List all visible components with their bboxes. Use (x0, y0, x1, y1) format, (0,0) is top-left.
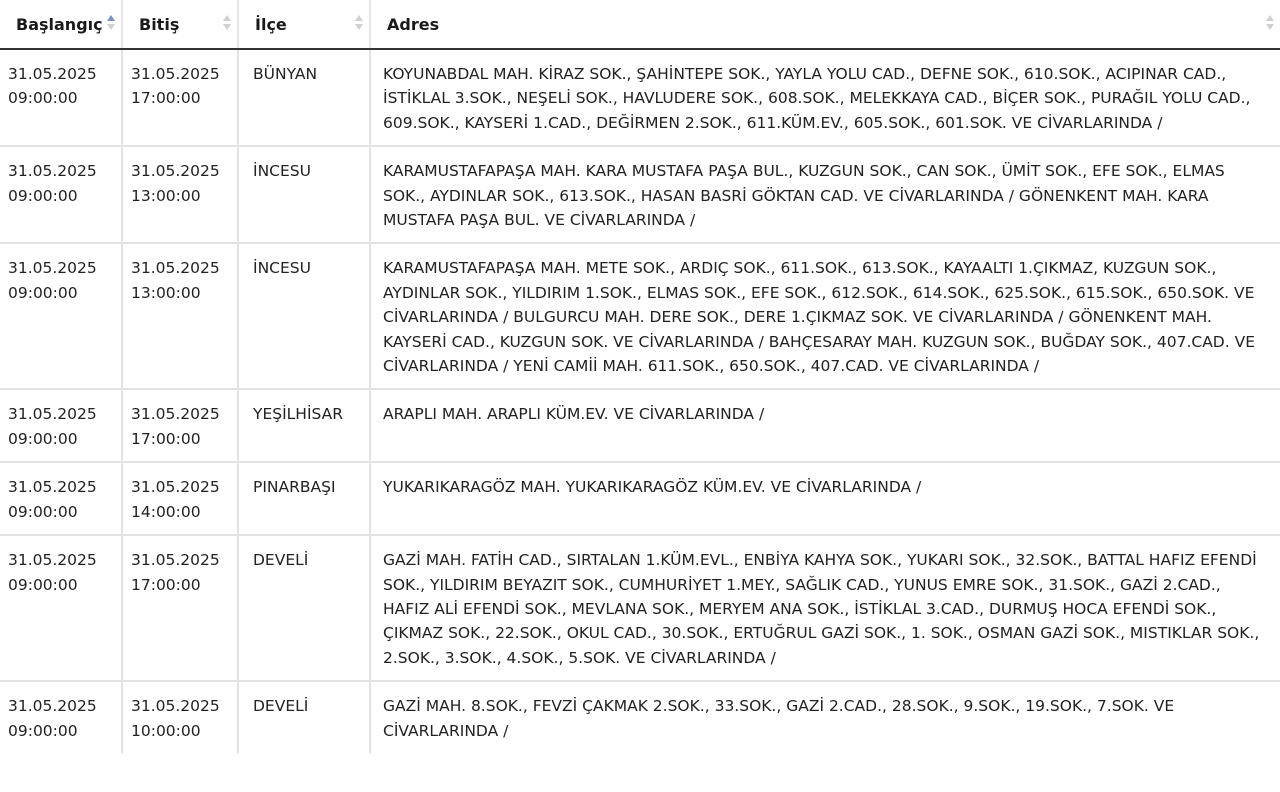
table-body (0, 49, 1280, 753)
column-header-ilce[interactable] (238, 0, 370, 49)
header-row (0, 0, 1280, 49)
end-date: 31.05.2025 (131, 697, 220, 716)
column-header-baslangic[interactable] (0, 0, 122, 49)
address-cell: KARAMUSTAFAPAŞA MAH. METE SOK., ARDIÇ SOK., 611.SOK., 613.SOK., KAYAALTI 1.ÇIKMAZ, KUZGUN SOK., AYDINLAR SOK., YILDIRIM 1.SOK., ELMAS SOK., EFE SOK., 612.SOK., 614.SOK., 625.SOK., 615.SOK., 650.SOK. VE CİVARLARINDA / BULGURCU MAH. DERE SOK., DERE 1.ÇIKMAZ SOK. VE CİVARLARINDA / GÖNENKENT MAH. KAYSERİ CAD., KUZGUN SOK. VE CİVARLARINDA / BAHÇESARAY MAH. KUZGUN SOK., BUĞDAY SOK., 407.CAD. VE CİVARLARINDA / YENİ CAMİİ MAH. 611.SOK., 650.SOK., 407.CAD. VE CİVARLARINDA / (370, 243, 1280, 389)
district-cell: İNCESU (238, 146, 370, 243)
end-date: 31.05.2025 (131, 162, 220, 181)
end-date: 31.05.2025 (131, 478, 220, 497)
table-row (0, 462, 1280, 535)
end-date: 31.05.2025 (131, 405, 220, 424)
end-time: 13:00:00 (131, 283, 201, 302)
table-row (0, 146, 1280, 243)
end-date: 31.05.2025 (131, 259, 220, 278)
table-row (0, 49, 1280, 146)
end-time: 13:00:00 (131, 186, 201, 205)
start-time: 09:00:00 (8, 721, 78, 740)
table-row (0, 681, 1280, 753)
start-time: 09:00:00 (8, 502, 78, 521)
start-date: 31.05.2025 (8, 405, 97, 424)
start-cell (0, 681, 122, 753)
table-row (0, 243, 1280, 389)
end-time: 17:00:00 (131, 89, 201, 108)
start-cell (0, 535, 122, 681)
start-time: 09:00:00 (8, 575, 78, 594)
start-time: 09:00:00 (8, 283, 78, 302)
start-date: 31.05.2025 (8, 478, 97, 497)
start-cell (0, 49, 122, 146)
end-time: 10:00:00 (131, 721, 201, 740)
sort-icon[interactable] (355, 14, 363, 32)
address-cell: GAZİ MAH. 8.SOK., FEVZİ ÇAKMAK 2.SOK., 33.SOK., GAZİ 2.CAD., 28.SOK., 9.SOK., 19.SOK., 7.SOK. VE CİVARLARINDA / (370, 681, 1280, 753)
address-cell: KARAMUSTAFAPAŞA MAH. KARA MUSTAFA PAŞA BUL., KUZGUN SOK., CAN SOK., ÜMİT SOK., EFE SOK., ELMAS SOK., AYDINLAR SOK., 613.SOK., HASAN BASRİ GÖKTAN CAD. VE CİVARLARINDA / GÖNENKENT MAH. KARA MUSTAFA PAŞA BUL. VE CİVARLARINDA / (370, 146, 1280, 243)
start-cell (0, 146, 122, 243)
address-cell: KOYUNABDAL MAH. KİRAZ SOK., ŞAHİNTEPE SOK., YAYLA YOLU CAD., DEFNE SOK., 610.SOK., ACIPINAR CAD., İSTİKLAL 3.SOK., NEŞELİ SOK., HAVLUDERE SOK., 608.SOK., MELEKKAYA CAD., BİÇER SOK., PURAĞIL YOLU CAD., 609.SOK., KAYSERİ 1.CAD., DEĞİRMEN 2.SOK., 611.KÜM.EV., 605.SOK., 601.SOK. VE CİVARLARINDA / (370, 49, 1280, 146)
start-date: 31.05.2025 (8, 259, 97, 278)
start-cell (0, 389, 122, 462)
start-date: 31.05.2025 (8, 551, 97, 570)
start-cell (0, 462, 122, 535)
start-time: 09:00:00 (8, 186, 78, 205)
start-date: 31.05.2025 (8, 65, 97, 83)
table-row (0, 535, 1280, 681)
district-cell: İNCESU (238, 243, 370, 389)
start-time: 09:00:00 (8, 89, 78, 108)
end-cell (122, 389, 238, 462)
column-header-label: İlçe (255, 14, 287, 34)
end-cell (122, 146, 238, 243)
end-cell (122, 535, 238, 681)
district-cell: PINARBAŞI (238, 462, 370, 535)
end-cell (122, 243, 238, 389)
address-cell: ARAPLI MAH. ARAPLI KÜM.EV. VE CİVARLARINDA / (370, 389, 1280, 462)
sort-icon[interactable] (223, 14, 231, 32)
sort-icon[interactable] (1266, 14, 1274, 32)
sort-ascending-icon[interactable] (107, 14, 115, 32)
address-cell: YUKARIKARAGÖZ MAH. YUKARIKARAGÖZ KÜM.EV. VE CİVARLARINDA / (370, 462, 1280, 535)
end-time: 17:00:00 (131, 429, 201, 448)
end-cell (122, 681, 238, 753)
table-row (0, 389, 1280, 462)
start-date: 31.05.2025 (8, 697, 97, 716)
column-header-label: Adres (387, 14, 440, 34)
start-time: 09:00:00 (8, 429, 78, 448)
column-header-label: Bitiş (139, 14, 180, 34)
district-cell: DEVELİ (238, 681, 370, 753)
start-date: 31.05.2025 (8, 162, 97, 181)
table-header (0, 0, 1280, 49)
column-header-label: Başlangıç (16, 14, 103, 34)
start-cell (0, 243, 122, 389)
end-date: 31.05.2025 (131, 551, 220, 570)
address-cell: GAZİ MAH. FATİH CAD., SIRTALAN 1.KÜM.EVL., ENBİYA KAHYA SOK., YUKARI SOK., 32.SOK., BATTAL HAFIZ EFENDİ SOK., YILDIRIM BEYAZIT SOK., CUMHURİYET 1.MEY., SAĞLIK CAD., YUNUS EMRE SOK., 31.SOK., GAZİ 2.CAD., HAFIZ ALİ EFENDİ SOK., MEVLANA SOK., MERYEM ANA SOK., İSTİKLAL 3.CAD., DURMUŞ HOCA EFENDİ SOK., ÇIKMAZ SOK., 22.SOK., OKUL CAD., 30.SOK., ERTUĞRUL GAZİ SOK., 1. SOK., OSMAN GAZİ SOK., MISTIKLAR SOK., 2.SOK., 3.SOK., 4.SOK., 5.SOK. VE CİVARLARINDA / (370, 535, 1280, 681)
column-header-adres[interactable] (370, 0, 1280, 49)
end-time: 17:00:00 (131, 575, 201, 594)
district-cell: YEŞİLHİSAR (238, 389, 370, 462)
column-header-bitis[interactable] (122, 0, 238, 49)
district-cell: BÜNYAN (238, 49, 370, 146)
end-date: 31.05.2025 (131, 65, 220, 83)
end-time: 14:00:00 (131, 502, 201, 521)
end-cell (122, 462, 238, 535)
district-cell: DEVELİ (238, 535, 370, 681)
end-cell (122, 49, 238, 146)
